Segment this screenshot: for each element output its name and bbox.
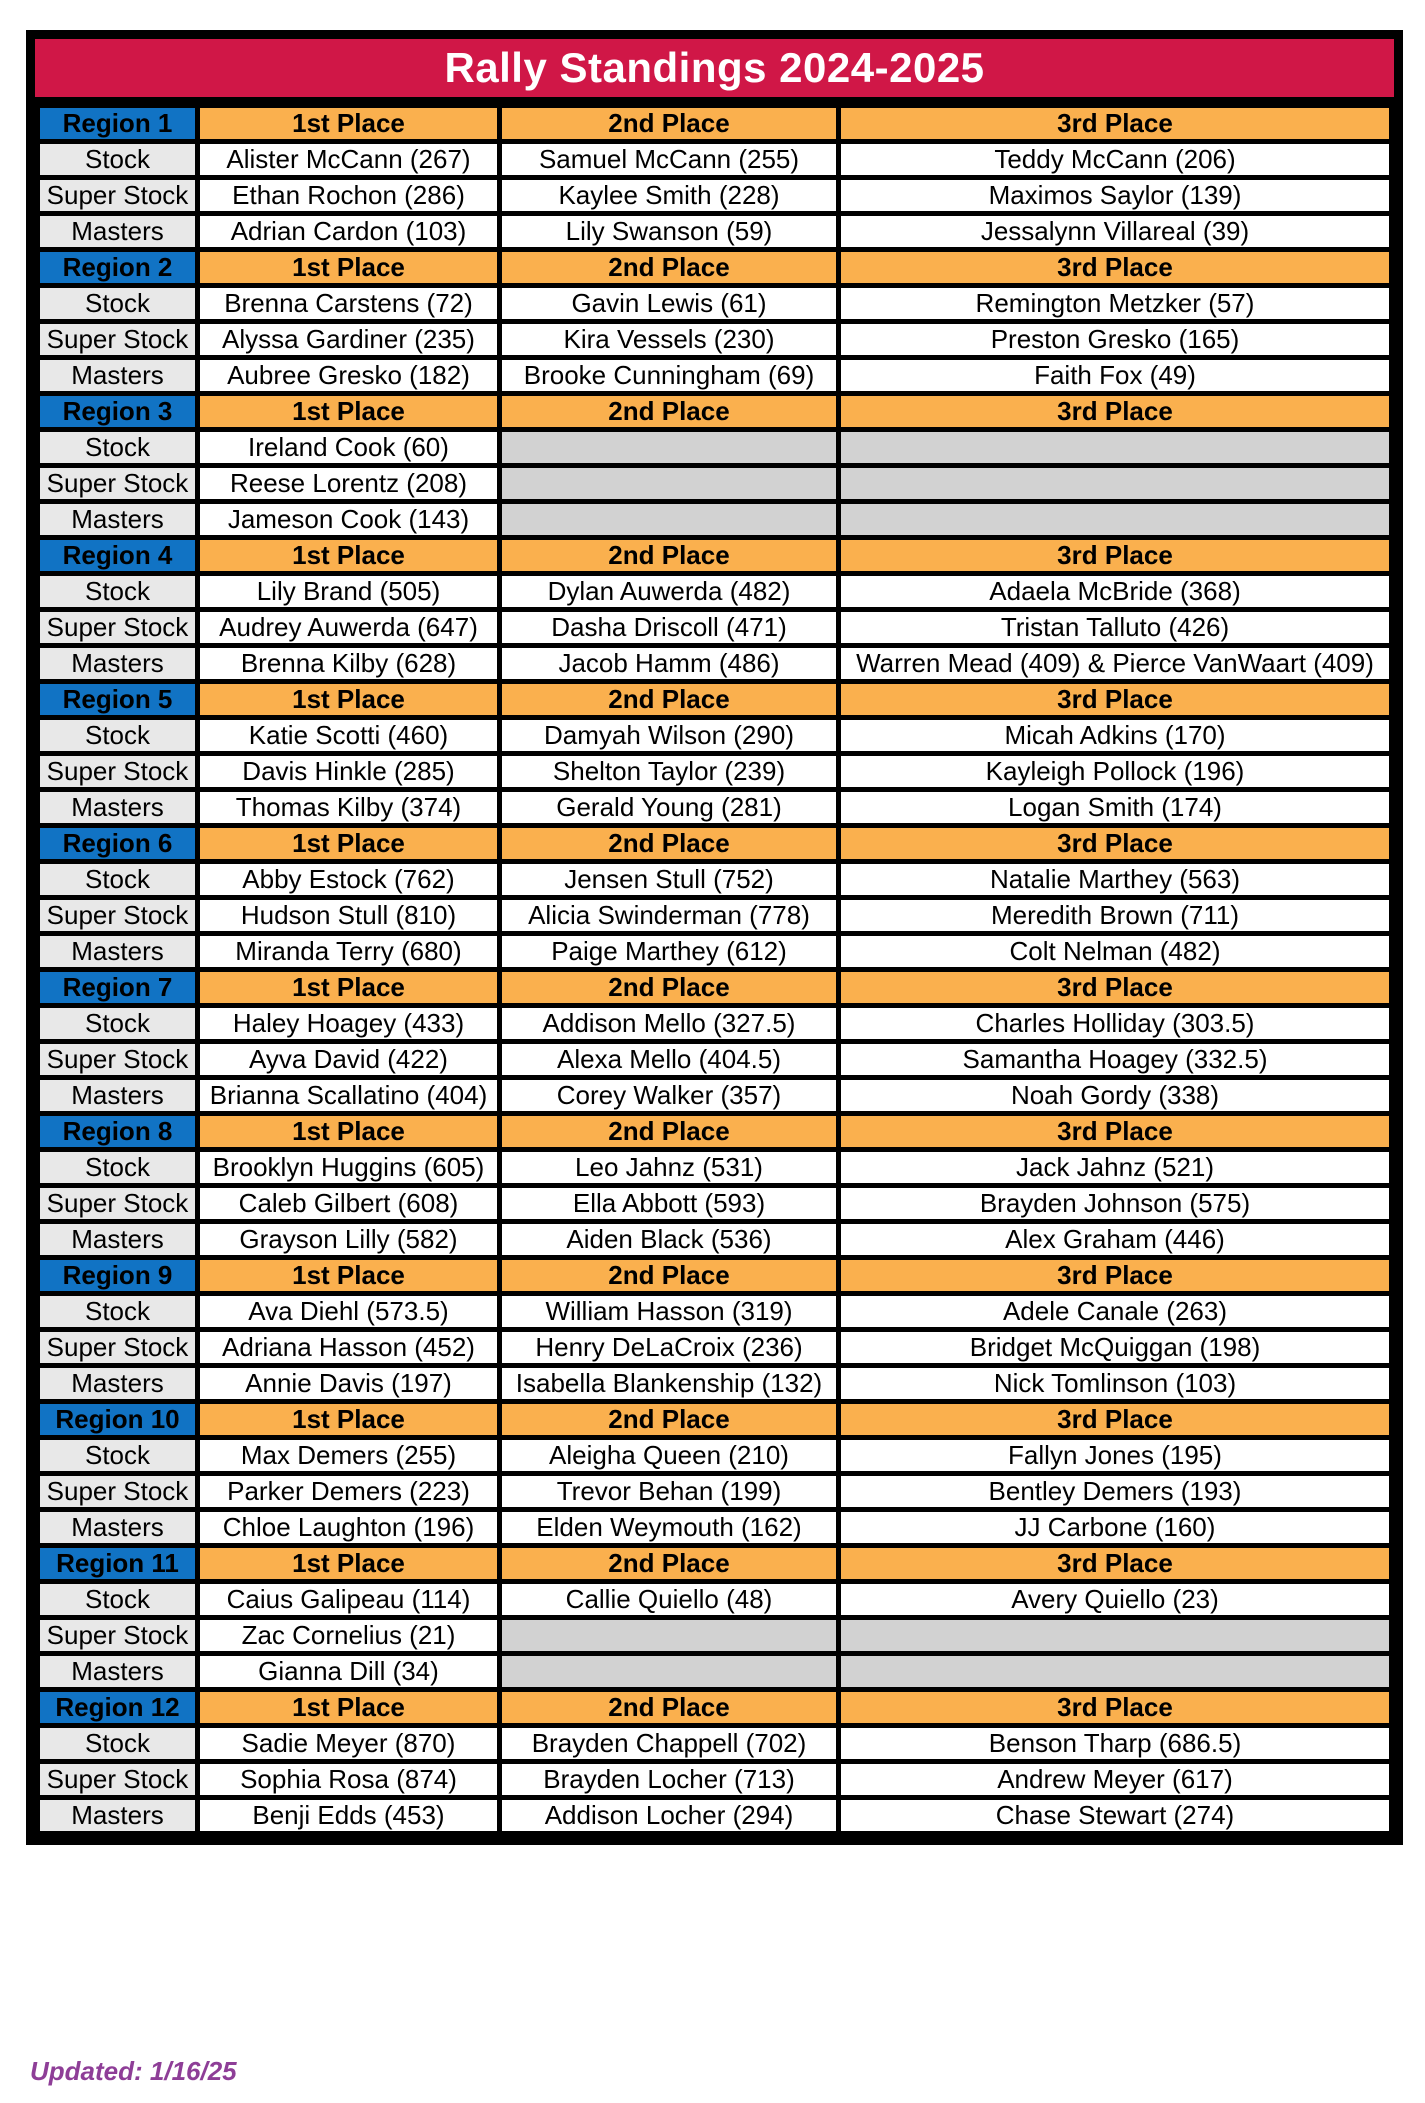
class-label-cell: Super Stock <box>38 610 198 646</box>
standing-cell: Parker Demers (223) <box>198 1474 500 1510</box>
region-header-row <box>38 1402 1392 1438</box>
class-label-cell: Super Stock <box>38 322 198 358</box>
standing-cell: Adele Canale (263) <box>839 1294 1392 1330</box>
standings-row <box>38 1438 1392 1474</box>
standing-cell: Kaylee Smith (228) <box>500 178 839 214</box>
place-header-cell: 3rd Place <box>839 1690 1392 1726</box>
class-label-cell: Super Stock <box>38 1474 198 1510</box>
standing-cell: Colt Nelman (482) <box>839 934 1392 970</box>
class-label-cell: Stock <box>38 1726 198 1762</box>
standing-cell: Haley Hoagey (433) <box>198 1006 500 1042</box>
standings-row <box>38 754 1392 790</box>
standing-cell: Logan Smith (174) <box>839 790 1392 826</box>
standings-row <box>38 862 1392 898</box>
class-label-cell: Stock <box>38 574 198 610</box>
standings-table-body <box>38 106 1392 1834</box>
place-header-cell: 2nd Place <box>500 538 839 574</box>
standing-cell: Zac Cornelius (21) <box>198 1618 500 1654</box>
standing-cell: Abby Estock (762) <box>198 862 500 898</box>
standing-cell: Andrew Meyer (617) <box>839 1762 1392 1798</box>
standing-cell: Brayden Johnson (575) <box>839 1186 1392 1222</box>
place-header-cell: 2nd Place <box>500 106 839 142</box>
place-header-cell: 1st Place <box>198 1114 500 1150</box>
region-name-cell: Region 9 <box>38 1258 198 1294</box>
standings-row <box>38 1474 1392 1510</box>
class-label-cell: Stock <box>38 1150 198 1186</box>
class-label-cell: Masters <box>38 1222 198 1258</box>
standing-cell: Preston Gresko (165) <box>839 322 1392 358</box>
standing-cell: Chase Stewart (274) <box>839 1798 1392 1834</box>
standing-cell: Caleb Gilbert (608) <box>198 1186 500 1222</box>
class-label-cell: Stock <box>38 142 198 178</box>
standing-cell: Gavin Lewis (61) <box>500 286 839 322</box>
standing-cell: Elden Weymouth (162) <box>500 1510 839 1546</box>
standing-cell: Reese Lorentz (208) <box>198 466 500 502</box>
class-label-cell: Super Stock <box>38 898 198 934</box>
place-header-cell: 3rd Place <box>839 106 1392 142</box>
class-label-cell: Super Stock <box>38 466 198 502</box>
standing-cell: Brianna Scallatino (404) <box>198 1078 500 1114</box>
class-label-cell: Stock <box>38 1582 198 1618</box>
place-header-cell: 1st Place <box>198 826 500 862</box>
region-name-cell: Region 3 <box>38 394 198 430</box>
place-header-cell: 1st Place <box>198 970 500 1006</box>
standings-row <box>38 1618 1392 1654</box>
place-header-cell: 1st Place <box>198 1546 500 1582</box>
standing-cell: Hudson Stull (810) <box>198 898 500 934</box>
standing-cell: Gerald Young (281) <box>500 790 839 826</box>
region-header-row <box>38 1114 1392 1150</box>
standing-cell: Audrey Auwerda (647) <box>198 610 500 646</box>
region-header-row <box>38 394 1392 430</box>
class-label-cell: Masters <box>38 502 198 538</box>
place-header-cell: 2nd Place <box>500 1258 839 1294</box>
standing-cell: Natalie Marthey (563) <box>839 862 1392 898</box>
standings-row <box>38 1330 1392 1366</box>
region-header-row <box>38 682 1392 718</box>
class-label-cell: Stock <box>38 1438 198 1474</box>
standing-cell: Faith Fox (49) <box>839 358 1392 394</box>
standing-cell: Noah Gordy (338) <box>839 1078 1392 1114</box>
standings-sheet <box>26 30 1403 1845</box>
class-label-cell: Masters <box>38 1798 198 1834</box>
standing-cell: Brooklyn Huggins (605) <box>198 1150 500 1186</box>
place-header-cell: 3rd Place <box>839 682 1392 718</box>
place-header-cell: 3rd Place <box>839 1114 1392 1150</box>
region-header-row <box>38 250 1392 286</box>
standing-cell: Trevor Behan (199) <box>500 1474 839 1510</box>
standing-cell: Jameson Cook (143) <box>198 502 500 538</box>
standings-row <box>38 1294 1392 1330</box>
place-header-cell: 2nd Place <box>500 1402 839 1438</box>
standing-cell: Alex Graham (446) <box>839 1222 1392 1258</box>
standings-row <box>38 898 1392 934</box>
class-label-cell: Super Stock <box>38 1330 198 1366</box>
updated-date: Updated: 1/16/25 <box>30 2056 237 2086</box>
class-label-cell: Masters <box>38 646 198 682</box>
standing-cell: Ava Diehl (573.5) <box>198 1294 500 1330</box>
standing-cell-empty <box>839 1654 1392 1690</box>
standing-cell: Alicia Swinderman (778) <box>500 898 839 934</box>
standing-cell: Charles Holliday (303.5) <box>839 1006 1392 1042</box>
place-header-cell: 1st Place <box>198 1402 500 1438</box>
place-header-cell: 2nd Place <box>500 250 839 286</box>
standings-row <box>38 142 1392 178</box>
standings-row <box>38 1510 1392 1546</box>
standing-cell: Warren Mead (409) & Pierce VanWaart (409) <box>839 646 1392 682</box>
region-name-cell: Region 10 <box>38 1402 198 1438</box>
place-header-cell: 3rd Place <box>839 826 1392 862</box>
standing-cell: Damyah Wilson (290) <box>500 718 839 754</box>
standings-row <box>38 718 1392 754</box>
standings-row <box>38 1798 1392 1834</box>
place-header-cell: 1st Place <box>198 1690 500 1726</box>
region-name-cell: Region 2 <box>38 250 198 286</box>
standing-cell: Corey Walker (357) <box>500 1078 839 1114</box>
standing-cell: Lily Brand (505) <box>198 574 500 610</box>
standing-cell: Brayden Chappell (702) <box>500 1726 839 1762</box>
standing-cell: Brooke Cunningham (69) <box>500 358 839 394</box>
class-label-cell: Masters <box>38 1510 198 1546</box>
standing-cell: Jacob Hamm (486) <box>500 646 839 682</box>
standing-cell-empty <box>500 1618 839 1654</box>
place-header-cell: 2nd Place <box>500 1114 839 1150</box>
region-header-row <box>38 1258 1392 1294</box>
standing-cell: Miranda Terry (680) <box>198 934 500 970</box>
standing-cell: Thomas Kilby (374) <box>198 790 500 826</box>
standings-row <box>38 1078 1392 1114</box>
standings-row <box>38 646 1392 682</box>
standings-row <box>38 934 1392 970</box>
class-label-cell: Masters <box>38 1078 198 1114</box>
region-header-row <box>38 538 1392 574</box>
place-header-cell: 2nd Place <box>500 1690 839 1726</box>
standing-cell: Max Demers (255) <box>198 1438 500 1474</box>
class-label-cell: Stock <box>38 430 198 466</box>
standing-cell: Gianna Dill (34) <box>198 1654 500 1690</box>
class-label-cell: Masters <box>38 934 198 970</box>
standing-cell: Isabella Blankenship (132) <box>500 1366 839 1402</box>
class-label-cell: Masters <box>38 790 198 826</box>
standing-cell: Addison Locher (294) <box>500 1798 839 1834</box>
standing-cell: Sophia Rosa (874) <box>198 1762 500 1798</box>
class-label-cell: Super Stock <box>38 1618 198 1654</box>
region-name-cell: Region 4 <box>38 538 198 574</box>
standings-table <box>35 103 1394 1836</box>
standing-cell: Adaela McBride (368) <box>839 574 1392 610</box>
standing-cell: Dasha Driscoll (471) <box>500 610 839 646</box>
place-header-cell: 3rd Place <box>839 250 1392 286</box>
standing-cell: Chloe Laughton (196) <box>198 1510 500 1546</box>
region-name-cell: Region 5 <box>38 682 198 718</box>
region-header-row <box>38 970 1392 1006</box>
standings-row <box>38 1582 1392 1618</box>
standing-cell: William Hasson (319) <box>500 1294 839 1330</box>
standing-cell: Annie Davis (197) <box>198 1366 500 1402</box>
place-header-cell: 3rd Place <box>839 1402 1392 1438</box>
standing-cell: Adriana Hasson (452) <box>198 1330 500 1366</box>
standing-cell: Tristan Talluto (426) <box>839 610 1392 646</box>
class-label-cell: Stock <box>38 718 198 754</box>
region-name-cell: Region 12 <box>38 1690 198 1726</box>
standing-cell-empty <box>839 1618 1392 1654</box>
standing-cell: Samuel McCann (255) <box>500 142 839 178</box>
standing-cell: Callie Quiello (48) <box>500 1582 839 1618</box>
standing-cell: Caius Galipeau (114) <box>198 1582 500 1618</box>
standings-row <box>38 1222 1392 1258</box>
standing-cell: Dylan Auwerda (482) <box>500 574 839 610</box>
place-header-cell: 2nd Place <box>500 970 839 1006</box>
place-header-cell: 3rd Place <box>839 1258 1392 1294</box>
standing-cell: Teddy McCann (206) <box>839 142 1392 178</box>
standing-cell: Aiden Black (536) <box>500 1222 839 1258</box>
standing-cell: Aubree Gresko (182) <box>198 358 500 394</box>
standing-cell: Alexa Mello (404.5) <box>500 1042 839 1078</box>
standings-row <box>38 1186 1392 1222</box>
place-header-cell: 2nd Place <box>500 1546 839 1582</box>
standing-cell: Nick Tomlinson (103) <box>839 1366 1392 1402</box>
standing-cell-empty <box>839 502 1392 538</box>
place-header-cell: 1st Place <box>198 1258 500 1294</box>
standing-cell: Alister McCann (267) <box>198 142 500 178</box>
place-header-cell: 1st Place <box>198 394 500 430</box>
standing-cell: Micah Adkins (170) <box>839 718 1392 754</box>
standing-cell-empty <box>839 430 1392 466</box>
standing-cell: Jensen Stull (752) <box>500 862 839 898</box>
place-header-cell: 1st Place <box>198 106 500 142</box>
standings-row <box>38 466 1392 502</box>
standing-cell: Brenna Carstens (72) <box>198 286 500 322</box>
class-label-cell: Stock <box>38 286 198 322</box>
standing-cell: Addison Mello (327.5) <box>500 1006 839 1042</box>
place-header-cell: 1st Place <box>198 250 500 286</box>
standing-cell: Jack Jahnz (521) <box>839 1150 1392 1186</box>
standing-cell: Brayden Locher (713) <box>500 1762 839 1798</box>
class-label-cell: Masters <box>38 1366 198 1402</box>
class-label-cell: Super Stock <box>38 1762 198 1798</box>
place-header-cell: 3rd Place <box>839 394 1392 430</box>
region-name-cell: Region 7 <box>38 970 198 1006</box>
standing-cell: Katie Scotti (460) <box>198 718 500 754</box>
standing-cell-empty <box>500 1654 839 1690</box>
standings-row <box>38 574 1392 610</box>
standing-cell: Aleigha Queen (210) <box>500 1438 839 1474</box>
standings-row <box>38 286 1392 322</box>
standing-cell: Jessalynn Villareal (39) <box>839 214 1392 250</box>
place-header-cell: 3rd Place <box>839 1546 1392 1582</box>
place-header-cell: 2nd Place <box>500 394 839 430</box>
standing-cell-empty <box>500 502 839 538</box>
standings-row <box>38 322 1392 358</box>
standings-row <box>38 214 1392 250</box>
standing-cell: Henry DeLaCroix (236) <box>500 1330 839 1366</box>
standing-cell: Brenna Kilby (628) <box>198 646 500 682</box>
place-header-cell: 3rd Place <box>839 538 1392 574</box>
standing-cell: Fallyn Jones (195) <box>839 1438 1392 1474</box>
class-label-cell: Masters <box>38 1654 198 1690</box>
standings-row <box>38 430 1392 466</box>
standing-cell: Davis Hinkle (285) <box>198 754 500 790</box>
standings-row <box>38 1726 1392 1762</box>
class-label-cell: Stock <box>38 1294 198 1330</box>
standing-cell-empty <box>839 466 1392 502</box>
class-label-cell: Super Stock <box>38 1042 198 1078</box>
standings-row <box>38 358 1392 394</box>
standings-row <box>38 1366 1392 1402</box>
region-header-row <box>38 1546 1392 1582</box>
region-name-cell: Region 8 <box>38 1114 198 1150</box>
standing-cell: Adrian Cardon (103) <box>198 214 500 250</box>
standing-cell: Kayleigh Pollock (196) <box>839 754 1392 790</box>
place-header-cell: 2nd Place <box>500 682 839 718</box>
place-header-cell: 2nd Place <box>500 826 839 862</box>
standing-cell: Benji Edds (453) <box>198 1798 500 1834</box>
region-header-row <box>38 826 1392 862</box>
standing-cell: Samantha Hoagey (332.5) <box>839 1042 1392 1078</box>
region-header-row <box>38 106 1392 142</box>
region-header-row <box>38 1690 1392 1726</box>
place-header-cell: 1st Place <box>198 538 500 574</box>
class-label-cell: Super Stock <box>38 754 198 790</box>
class-label-cell: Masters <box>38 358 198 394</box>
standing-cell: Ayva David (422) <box>198 1042 500 1078</box>
class-label-cell: Super Stock <box>38 178 198 214</box>
standing-cell: Avery Quiello (23) <box>839 1582 1392 1618</box>
standing-cell: Alyssa Gardiner (235) <box>198 322 500 358</box>
standing-cell: Bentley Demers (193) <box>839 1474 1392 1510</box>
standing-cell: Ethan Rochon (286) <box>198 178 500 214</box>
standing-cell: Benson Tharp (686.5) <box>839 1726 1392 1762</box>
standings-row <box>38 1654 1392 1690</box>
standings-row <box>38 610 1392 646</box>
class-label-cell: Stock <box>38 862 198 898</box>
standings-row <box>38 1762 1392 1798</box>
standing-cell: JJ Carbone (160) <box>839 1510 1392 1546</box>
standing-cell: Meredith Brown (711) <box>839 898 1392 934</box>
standing-cell: Paige Marthey (612) <box>500 934 839 970</box>
standing-cell: Ella Abbott (593) <box>500 1186 839 1222</box>
standings-row <box>38 790 1392 826</box>
standing-cell: Maximos Saylor (139) <box>839 178 1392 214</box>
standings-row <box>38 1042 1392 1078</box>
standing-cell: Leo Jahnz (531) <box>500 1150 839 1186</box>
standing-cell: Lily Swanson (59) <box>500 214 839 250</box>
standing-cell: Grayson Lilly (582) <box>198 1222 500 1258</box>
class-label-cell: Stock <box>38 1006 198 1042</box>
place-header-cell: 3rd Place <box>839 970 1392 1006</box>
standing-cell: Ireland Cook (60) <box>198 430 500 466</box>
place-header-cell: 1st Place <box>198 682 500 718</box>
region-name-cell: Region 6 <box>38 826 198 862</box>
standing-cell: Shelton Taylor (239) <box>500 754 839 790</box>
standings-row <box>38 1006 1392 1042</box>
standing-cell: Bridget McQuiggan (198) <box>839 1330 1392 1366</box>
standing-cell: Kira Vessels (230) <box>500 322 839 358</box>
page-title: Rally Standings 2024-2025 <box>35 39 1394 103</box>
region-name-cell: Region 1 <box>38 106 198 142</box>
standing-cell: Remington Metzker (57) <box>839 286 1392 322</box>
standing-cell: Sadie Meyer (870) <box>198 1726 500 1762</box>
standings-row <box>38 1150 1392 1186</box>
standing-cell-empty <box>500 430 839 466</box>
standings-row <box>38 178 1392 214</box>
class-label-cell: Masters <box>38 214 198 250</box>
class-label-cell: Super Stock <box>38 1186 198 1222</box>
standing-cell-empty <box>500 466 839 502</box>
region-name-cell: Region 11 <box>38 1546 198 1582</box>
standings-row <box>38 502 1392 538</box>
